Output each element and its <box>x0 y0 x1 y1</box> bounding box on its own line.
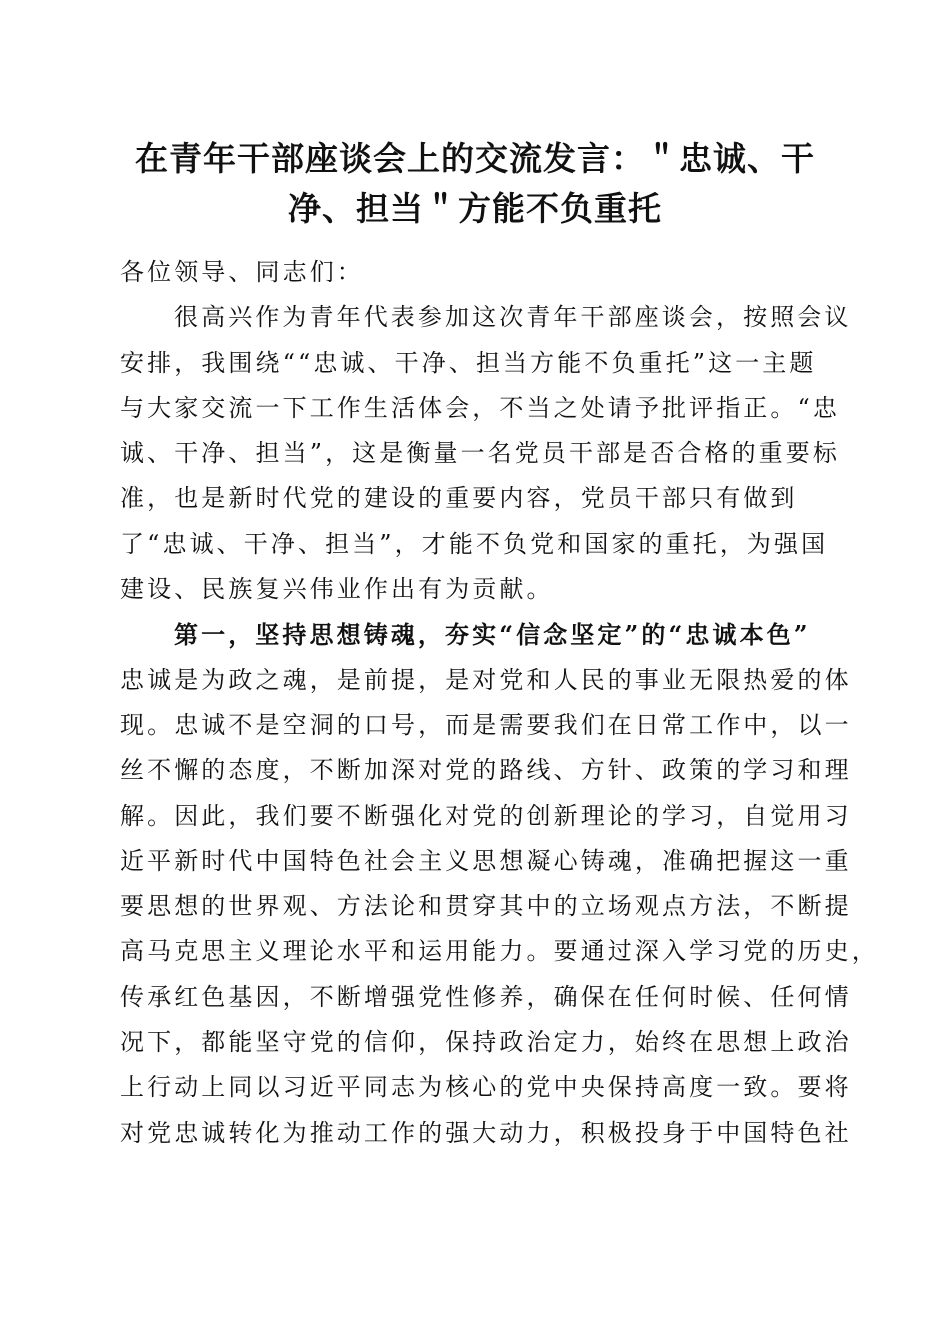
section-heading-1: 第一，坚持思想铸魂，夯实“信念坚定”的“忠诚本色” <box>174 620 811 650</box>
paragraph-1-line: 与大家交流一下工作生活体会，不当之处请予批评指正。“忠 <box>120 393 840 422</box>
paragraph-1-line: 准，也是新时代党的建设的重要内容，党员干部只有做到 <box>120 484 798 513</box>
paragraph-2-line: 解。因此，我们要不断强化对党的创新理论的学习，自觉用习 <box>120 801 852 830</box>
paragraph-1-line: 安排，我围绕““忠诚、干净、担当方能不负重托”这一主题 <box>120 348 817 377</box>
paragraph-2-line: 丝不懈的态度，不断加深对党的路线、方针、政策的学习和理 <box>120 756 852 785</box>
paragraph-2-line: 高马克思主义理论水平和运用能力。要通过深入学习党的历史， <box>120 937 879 966</box>
paragraph-1-line: 建设、民族复兴伟业作出有为贡献。 <box>120 575 554 604</box>
paragraph-2-line: 要思想的世界观、方法论和贯穿其中的立场观点方法，不断提 <box>120 892 852 921</box>
title-line-2: 净、担当＂方能不负重托 <box>288 189 662 228</box>
paragraph-2-line: 传承红色基因，不断增强党性修养，确保在任何时候、任何情 <box>120 982 852 1011</box>
paragraph-1-line: 诚、干净、担当”，这是衡量一名党员干部是否合格的重要标 <box>120 439 840 468</box>
document-title <box>110 134 840 234</box>
document-body <box>120 250 879 1156</box>
paragraph-2-line: 现。忠诚不是空洞的口号，而是需要我们在日常工作中，以一 <box>120 710 852 739</box>
paragraph-1-line: 很高兴作为青年代表参加这次青年干部座谈会，按照会议 <box>174 303 852 332</box>
paragraph-2-line: 忠诚是为政之魂，是前提，是对党和人民的事业无限热爱的体 <box>120 665 852 694</box>
paragraph-2-line: 况下，都能坚守党的信仰，保持政治定力，始终在思想上政治 <box>120 1028 852 1057</box>
salutation: 各位领导、同志们： <box>120 258 364 286</box>
paragraph-1-line: 了“忠诚、干净、担当”，才能不负党和国家的重托，为强国 <box>120 529 829 558</box>
paragraph-2-line: 近平新时代中国特色社会主义思想凝心铸魂，准确把握这一重 <box>120 846 852 875</box>
title-line-1: 在青年干部座谈会上的交流发言：＂忠诚、干 <box>135 139 815 178</box>
paragraph-2-line: 上行动上同以习近平同志为核心的党中央保持高度一致。要将 <box>120 1073 852 1102</box>
paragraph-2-line: 对党忠诚转化为推动工作的强大动力，积极投身于中国特色社 <box>120 1118 852 1147</box>
